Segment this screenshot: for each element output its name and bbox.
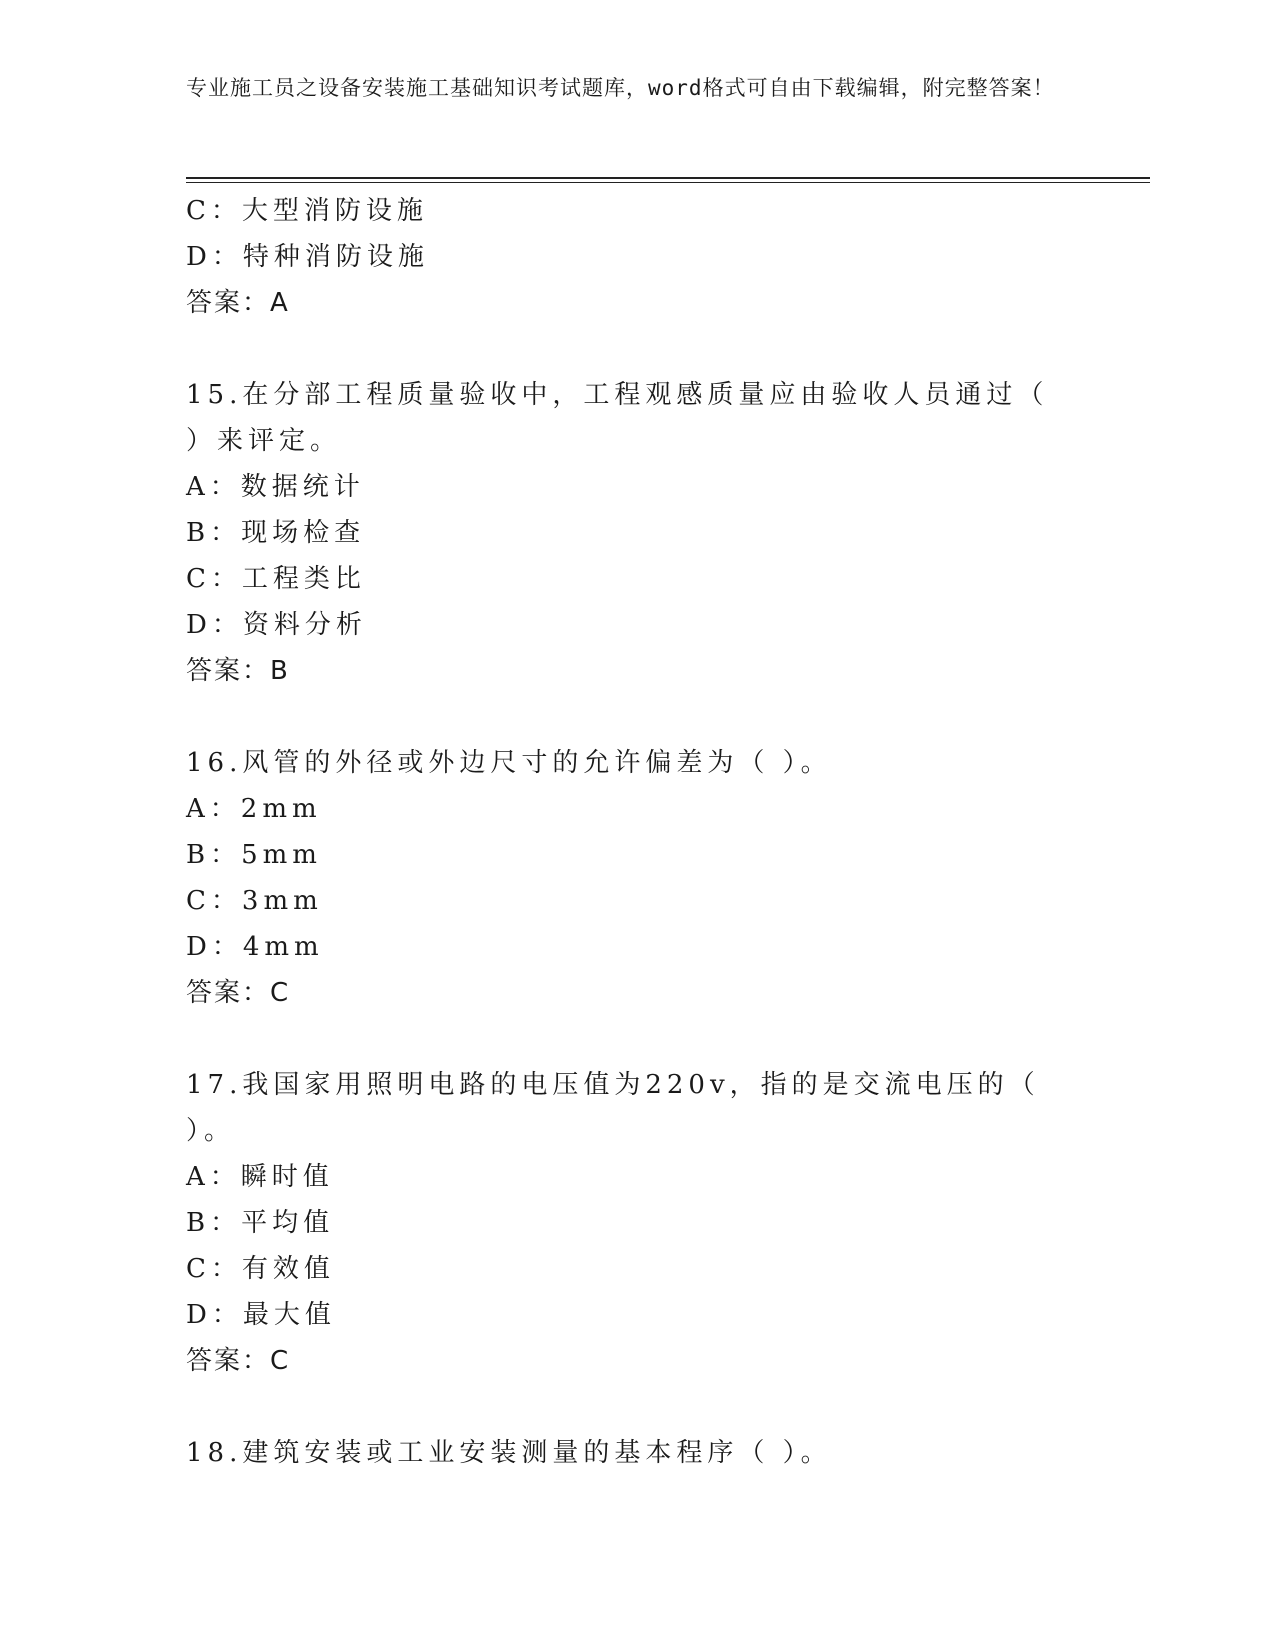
answer-line: 答案：A	[186, 288, 290, 318]
option-item	[186, 602, 1086, 648]
option-text: 现场检查	[241, 518, 366, 548]
option-text: 数据统计	[240, 472, 365, 502]
option-item	[186, 510, 1086, 556]
option-item	[186, 832, 1086, 878]
question-stem: 16.风管的外径或外边尺寸的允许偏差为（ ）。	[186, 748, 832, 778]
option-letter: A：	[186, 472, 241, 502]
answer-line: 答案：B	[186, 656, 290, 686]
option-letter: C：	[186, 564, 242, 594]
answer-line: 答案：C	[186, 1346, 291, 1376]
option-letter: D：	[186, 932, 243, 962]
option-item	[186, 234, 1086, 280]
option-letter: C：	[186, 196, 242, 226]
spacer	[186, 1384, 1086, 1430]
option-text: 瞬时值	[240, 1162, 334, 1192]
spacer	[186, 694, 1086, 740]
spacer	[186, 1016, 1086, 1062]
spacer	[186, 326, 1086, 372]
option-item	[186, 556, 1086, 602]
option-letter: D：	[186, 610, 243, 640]
option-item	[186, 188, 1086, 234]
option-letter: B：	[186, 518, 242, 548]
option-text: 工程类比	[241, 564, 366, 594]
option-text: 大型消防设施	[241, 196, 428, 226]
header-title: 专业施工员之设备安装施工基础知识考试题库，word格式可自由下载编辑，附完整答案！	[186, 76, 1055, 100]
option-item	[186, 1154, 1086, 1200]
answer-line: 答案：C	[186, 978, 291, 1008]
option-item	[186, 878, 1086, 924]
option-letter: A：	[186, 1162, 241, 1192]
question-stem: 15.在分部工程质量验收中，工程观感质量应由验收人员通过（ ）来评定。	[186, 380, 1049, 456]
option-item	[186, 786, 1086, 832]
option-item	[186, 464, 1086, 510]
option-item	[186, 1200, 1086, 1246]
question-list	[186, 188, 1086, 1476]
question-stem: 18.建筑安装或工业安装测量的基本程序（ ）。	[186, 1438, 832, 1468]
option-text: 有效值	[241, 1254, 335, 1284]
option-text: 2mm	[240, 794, 322, 824]
option-text: 平均值	[241, 1208, 335, 1238]
option-letter: D：	[186, 242, 243, 272]
option-text: 4mm	[242, 932, 324, 962]
page-header	[186, 72, 1066, 104]
header-divider	[186, 177, 1150, 183]
option-letter: C：	[186, 1254, 242, 1284]
option-item	[186, 1292, 1086, 1338]
option-text: 5mm	[241, 840, 322, 870]
question-stem: 17.我国家用照明电路的电压值为220v，指的是交流电压的（ ）。	[186, 1070, 1040, 1146]
option-letter: C：	[186, 886, 242, 916]
option-text: 资料分析	[242, 610, 367, 640]
option-text: 最大值	[242, 1300, 336, 1330]
option-letter: B：	[186, 1208, 242, 1238]
option-item	[186, 924, 1086, 970]
option-text: 3mm	[241, 886, 323, 916]
option-letter: B：	[186, 840, 242, 870]
option-item	[186, 1246, 1086, 1292]
option-letter: A：	[186, 794, 241, 824]
option-letter: D：	[186, 1300, 243, 1330]
option-text: 特种消防设施	[242, 242, 429, 272]
